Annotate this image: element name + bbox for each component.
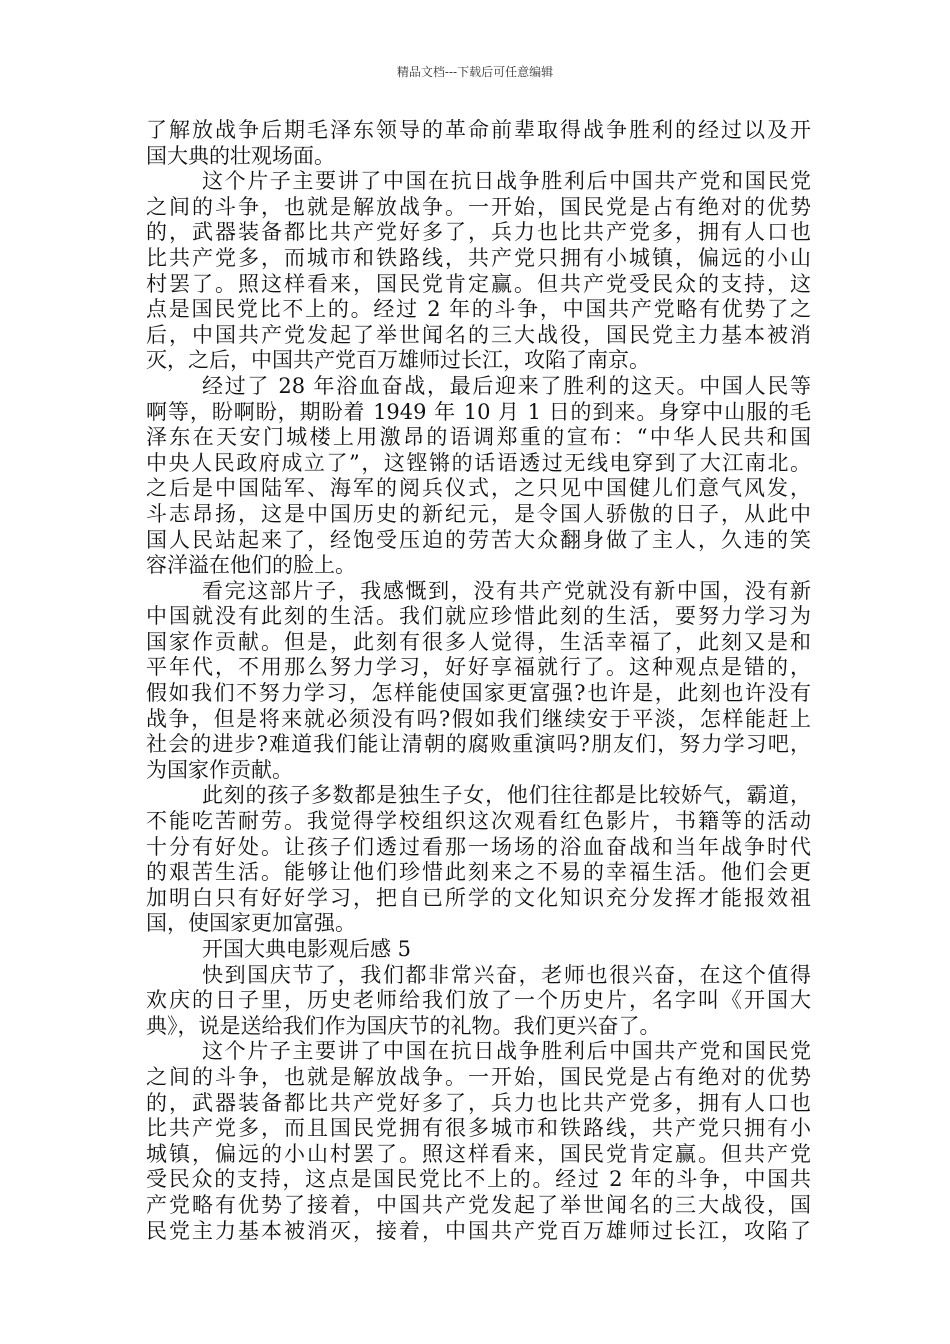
text-line: 中央人民政府成立了”，这铿锵的话语透过无线电穿到了大江南北。 xyxy=(146,450,811,475)
text-line: 十分有好处。让孩子们透过看那一场场的浴血奋战和当年战争时代 xyxy=(146,834,811,859)
text-line: 灭，之后，中国共产党百万雄师过长江，攻陷了南京。 xyxy=(146,348,650,373)
text-line: 比共产党多，而且国民党拥有很多城市和铁路线，共产党只拥有小 xyxy=(146,1116,811,1141)
text-line: 平年代，不用那么努力学习，好好享福就行了。这种观点是错的， xyxy=(146,655,811,680)
text-line: 这个片子主要讲了中国在抗日战争胜利后中国共产党和国民党 xyxy=(202,1039,811,1064)
text-line: 中国就没有此刻的生活。我们就应珍惜此刻的生活，要努力学习为 xyxy=(146,604,811,629)
text-line: 民党主力基本被消灭，接着，中国共产党百万雄师过长江，攻陷了 xyxy=(146,1218,811,1243)
text-line: 城镇，偏远的小山村罢了。照这样看来，国民党肯定赢。但共产党 xyxy=(146,1141,811,1166)
text-line: 国，使国家更加富强。 xyxy=(146,911,356,936)
text-line: 这个片子主要讲了中国在抗日战争胜利后中国共产党和国民党 xyxy=(202,169,811,194)
text-line: 了解放战争后期毛泽东领导的革命前辈取得战争胜利的经过以及开 xyxy=(146,118,811,142)
text-line: 村罢了。照这样看来，国民党肯定赢。但共产党受民众的支持，这 xyxy=(146,271,811,296)
document-body xyxy=(146,118,811,1244)
text-line: 国家作贡献。但是，此刻有很多人觉得，生活幸福了，此刻又是和 xyxy=(146,629,811,654)
text-line: 后，中国共产党发起了举世闻名的三大战役，国民党主力基本被消 xyxy=(146,322,811,347)
text-line: 假如我们不努力学习，怎样能使国家更富强?也许是，此刻也许没有 xyxy=(146,681,811,706)
text-line: 之间的斗争，也就是解放战争。一开始，国民党是占有绝对的优势 xyxy=(146,1064,811,1089)
text-line: 的，武器装备都比共产党好多了，兵力也比共产党多，拥有人口也 xyxy=(146,220,811,245)
text-line: 欢庆的日子里，历史老师给我们放了一个历史片，名字叫《开国大 xyxy=(146,988,811,1013)
text-line: 啊等，盼啊盼，期盼着 1949 年 10 月 1 日的到来。身穿中山服的毛 xyxy=(146,399,811,424)
text-line: 不能吃苦耐劳。我觉得学校组织这次观看红色影片，书籍等的活动 xyxy=(146,809,811,834)
text-line: 开国大典电影观后感 5 xyxy=(202,937,412,961)
text-line: 点是国民党比不上的。经过 2 年的斗争，中国共产党略有优势了之 xyxy=(146,297,811,322)
text-line: 斗志昂扬，这是中国历史的新纪元，是令国人骄傲的日子，从此中 xyxy=(146,501,811,526)
text-line: 此刻的孩子多数都是独生子女，他们往往都是比较娇气，霸道， xyxy=(202,783,811,808)
text-line: 的艰苦生活。能够让他们珍惜此刻来之不易的幸福生活。他们会更 xyxy=(146,860,811,885)
text-line: 快到国庆节了，我们都非常兴奋，老师也很兴奋，在这个值得 xyxy=(202,962,811,987)
text-line: 加明白只有好好学习，把自已所学的文化知识充分发挥才能报效祖 xyxy=(146,885,811,910)
text-line: 典》，说是送给我们作为国庆节的礼物。我们更兴奋了。 xyxy=(146,1013,661,1038)
text-line: 受民众的支持，这点是国民党比不上的。经过 2 年的斗争，中国共 xyxy=(146,1167,811,1192)
text-line: 的，武器装备都比共产党好多了，兵力也比共产党多，拥有人口也 xyxy=(146,1090,811,1115)
text-line: 产党略有优势了接着，中国共产党发起了举世闻名的三大战役，国 xyxy=(146,1192,811,1217)
text-line: 看完这部片子，我感慨到，没有共产党就没有新中国，没有新 xyxy=(202,578,811,603)
text-line: 国大典的壮观场面。 xyxy=(146,143,335,168)
text-line: 之后是中国陆军、海军的阅兵仪式，之只见中国健儿们意气风发， xyxy=(146,476,811,501)
text-line: 为国家作贡献。 xyxy=(146,757,293,782)
text-line: 容洋溢在他们的脸上。 xyxy=(146,553,356,578)
text-line: 泽东在天安门城楼上用激昂的语调郑重的宣布：“中华人民共和国 xyxy=(146,425,811,450)
text-line: 经过了 28 年浴血奋战，最后迎来了胜利的这天。中国人民等 xyxy=(202,373,811,398)
page-header: 精品文档---下载后可任意编辑 xyxy=(396,65,554,79)
text-line: 之间的斗争，也就是解放战争。一开始，国民党是占有绝对的优势 xyxy=(146,194,811,219)
text-line: 社会的进步?难道我们能让清朝的腐败重演吗?朋友们，努力学习吧， xyxy=(146,732,811,757)
text-line: 战争，但是将来就必须没有吗?假如我们继续安于平淡，怎样能赶上 xyxy=(146,706,811,731)
text-line: 比共产党多，而城市和铁路线，共产党只拥有小城镇，偏远的小山 xyxy=(146,245,811,270)
text-line: 国人民站起来了，经饱受压迫的劳苦大众翻身做了主人，久违的笑 xyxy=(146,527,811,552)
